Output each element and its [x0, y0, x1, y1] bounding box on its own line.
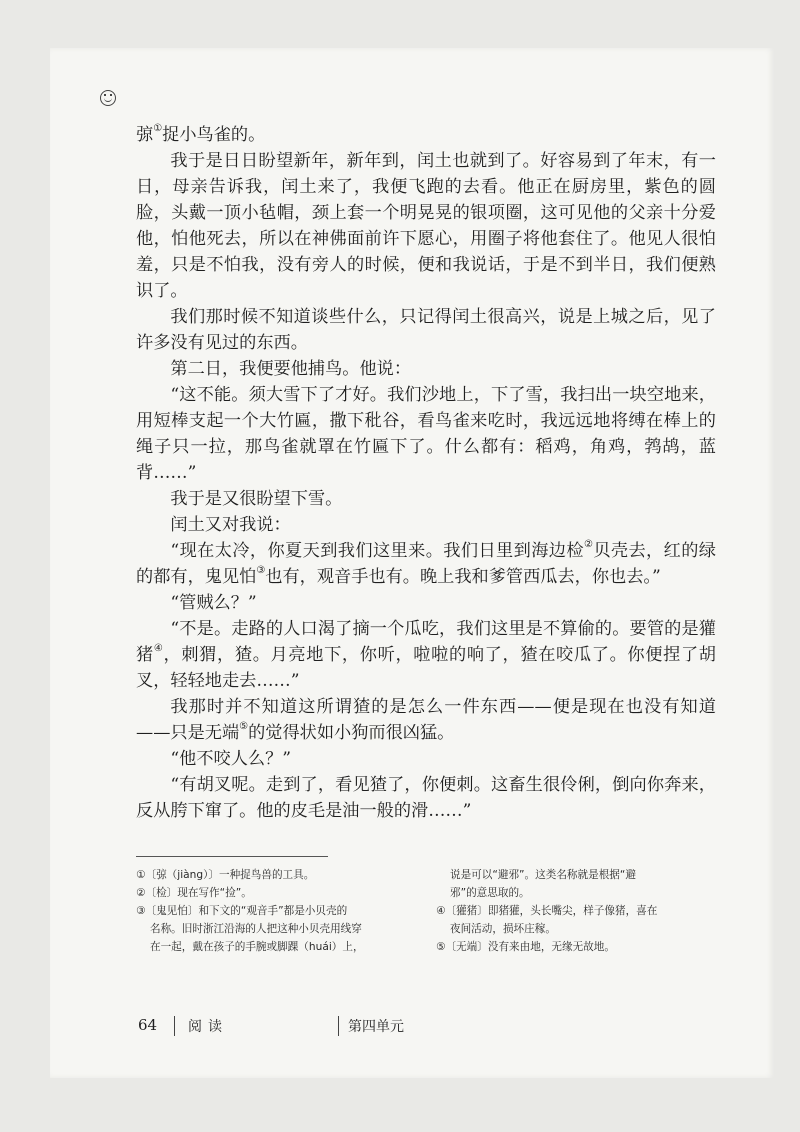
paragraph — [136, 772, 716, 824]
paragraph — [136, 590, 716, 616]
footnote-marker: ⑤ — [239, 721, 249, 733]
footnote-line: 邪”的意思取的。 — [450, 887, 530, 899]
footnote-line: ①〔弶（jiàng）〕一种捉鸟兽的工具。 — [136, 869, 315, 881]
footnote-marker: ③ — [256, 565, 266, 577]
paragraph — [136, 746, 716, 772]
paragraph — [136, 486, 716, 512]
paragraph-text: 第二日，我便要他捕鸟。他说： — [170, 359, 412, 379]
paragraph-text: 也有，观音手也有。晚上我和爹管西瓜去，你也去。” — [265, 567, 661, 587]
paragraph — [136, 538, 716, 590]
footer-unit-label: 第四单元 — [348, 1019, 404, 1035]
smiley-icon — [100, 90, 116, 106]
paragraph-text: “有胡叉呢。走到了，看见猹了，你便刺。这畜生很伶俐，倒向你奔来，反从胯下窜了。他的皮毛是油一般的滑……” — [136, 775, 716, 821]
paragraph — [136, 304, 716, 356]
paragraph — [136, 356, 716, 382]
footnote-line: 名称。旧时浙江沿海的人把这种小贝壳用线穿 — [150, 923, 362, 935]
footnote-line: ⑤〔无端〕没有来由地，无缘无故地。 — [436, 941, 615, 953]
footnote-line: ④〔獾猪〕即猪獾，头长嘴尖，样子像猪，喜在 — [436, 905, 658, 917]
paragraph-text: 捉小鸟雀的。 — [162, 125, 266, 145]
paragraph — [136, 382, 716, 486]
paragraph-text: 的觉得状如小狗而很凶猛。 — [248, 723, 455, 743]
paragraph-text: 我于是日日盼望新年，新年到，闰土也就到了。好容易到了年末，有一日，母亲告诉我，闰土来了，我便飞跑的去看。他正在厨房里，紫色的圆脸，头戴一顶小毡帽，颈上套一个明晃晃的银项圈，这可见他的父亲十分爱他，怕他死去，所以在神佛面前许下愿心，用圈子将他套住了。他见人很怕羞，只是不怕我，没有旁人的时候，便和我说话，于是不到半日，我们便熟识了。 — [136, 151, 716, 301]
paragraph — [136, 512, 716, 538]
footnote-line: 夜间活动，损坏庄稼。 — [450, 923, 556, 935]
paragraph-text: “管贼么？” — [170, 593, 257, 613]
paragraph-text: 我于是又很盼望下雪。 — [170, 489, 343, 509]
paragraph — [136, 148, 716, 304]
paragraph-text: “现在太冷，你夏天到我们这里来。我们日里到海边检 — [170, 541, 584, 561]
footnotes-left-column — [136, 866, 412, 956]
paragraph-text: “不是。走路的人口渴了摘一个瓜吃，我们这里是不算偷的。要管的是獾猪 — [136, 619, 716, 665]
footer-section-label: 阅读 — [188, 1019, 228, 1035]
footnote-line: 说是可以“避邪”。这类名称就是根据“避 — [450, 869, 636, 881]
footer-divider — [174, 1016, 175, 1036]
paragraph-text: “这不能。须大雪下了才好。我们沙地上，下了雪，我扫出一块空地来，用短棒支起一个大竹匾，撒下秕谷，看鸟雀来吃时，我远远地将缚在棒上的绳子只一拉，那鸟雀就罩在竹匾下了。什么都有：稻鸡，角鸡，鹁鸪，蓝背……” — [136, 385, 716, 483]
paragraph-text: “他不咬人么？” — [170, 749, 292, 769]
paragraph-text: 我那时并不知道这所谓猹的是怎么一件东西——便是现在也没有知道——只是无端 — [136, 697, 716, 743]
footer-divider — [338, 1016, 339, 1036]
footnotes-right-column — [436, 866, 712, 956]
footnote-line: 在一起，戴在孩子的手腕或脚踝（huái）上， — [150, 941, 364, 953]
paragraph-text: 弶 — [136, 125, 154, 145]
paragraph-text: 贝壳去，红的绿的都有，鬼见怕 — [136, 541, 716, 587]
footnote-marker: ④ — [153, 643, 164, 655]
footnote-divider — [136, 856, 328, 857]
paragraph — [136, 616, 716, 694]
paragraph — [136, 694, 716, 746]
footnote-line: ③〔鬼见怕〕和下文的“观音手”都是小贝壳的 — [136, 905, 348, 917]
page-footer — [136, 1016, 716, 1040]
paragraph-text: 我们那时候不知道谈些什么，只记得闰土很高兴，说是上城之后，见了许多没有见过的东西。 — [136, 307, 716, 353]
paragraph — [136, 122, 716, 148]
page-number: 64 — [138, 1016, 158, 1034]
paragraph-text: 闰土又对我说： — [170, 515, 291, 535]
footnote-marker: ① — [153, 123, 163, 135]
footnote-line: ②〔检〕现在写作“捡”。 — [136, 887, 252, 899]
footnote-marker: ② — [583, 539, 594, 551]
paragraph-text: ，刺猬，猹。月亮地下，你听，啦啦的响了，猹在咬瓜了。你便捏了胡叉，轻轻地走去……” — [136, 645, 716, 691]
main-text — [136, 122, 716, 824]
